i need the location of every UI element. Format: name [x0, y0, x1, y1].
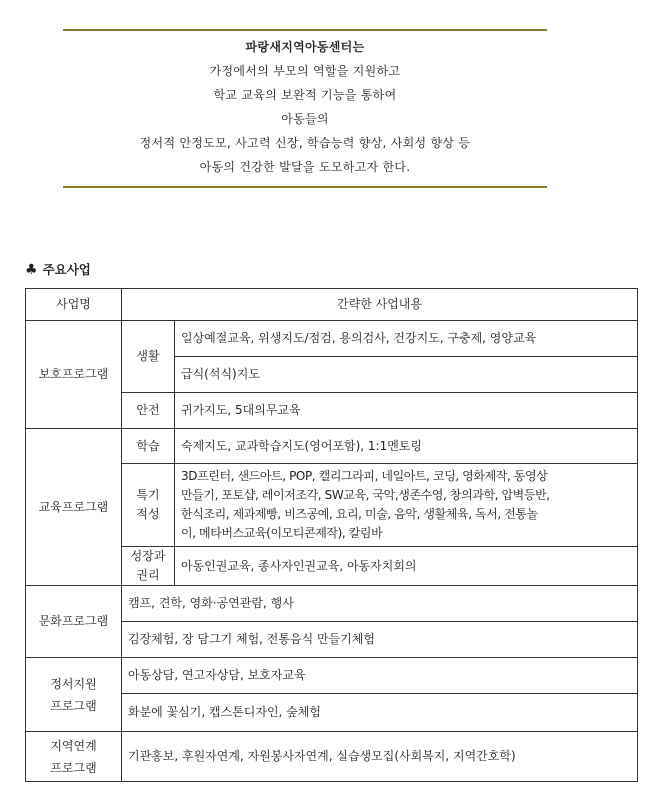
sub-category-safety: 안전	[122, 393, 175, 429]
intro-line: 가정에서의 부모의 역할을 지원하고	[209, 64, 401, 78]
intro-line: 아동들의	[281, 112, 329, 126]
table-header-row	[26, 289, 638, 321]
business-table	[25, 288, 638, 782]
sub-category-label: 성장과	[130, 549, 166, 563]
table-row	[26, 321, 638, 357]
club-icon: ♣	[25, 262, 38, 278]
program-name-line: 프로그램	[50, 760, 97, 775]
program-name-line: 정서지원	[50, 676, 97, 691]
program-detail: 화분에 꽃심기, 캡스톤디자인, 숲체험	[122, 694, 638, 732]
intro-line: 아동의 건강한 발달을 도모하고자 한다.	[199, 160, 411, 174]
program-name-line: 지역연계	[50, 738, 97, 753]
program-detail: 급식(석식)지도	[175, 357, 638, 393]
program-detail: 김장체험, 장 담그기 체험, 전통음식 만들기체험	[122, 622, 638, 658]
table-row	[26, 586, 638, 622]
intro-box	[63, 29, 547, 188]
table-row	[26, 658, 638, 694]
program-detail-talent	[175, 464, 638, 547]
intro-line: 학교 교육의 보완적 기능을 통하여	[213, 88, 397, 102]
header-program-name: 사업명	[26, 289, 122, 321]
table-row	[26, 429, 638, 464]
sub-category-life: 생활	[122, 321, 175, 393]
program-detail: 숙제지도, 교과학습지도(영어포함), 1:1멘토링	[175, 429, 638, 464]
intro-text	[63, 31, 547, 186]
program-name-culture: 문화프로그램	[26, 586, 122, 658]
program-detail: 아동인권교육, 종사자인권교육, 아동자치회의	[175, 547, 638, 586]
detail-line: 만들기, 포토샵, 레이저조각, SW교육, 국악,생존수영, 창의과학, 압벽등반,	[181, 488, 550, 502]
detail-line: 이, 메타버스교육(이모티콘제작), 칼림바	[181, 526, 383, 540]
sub-category-study: 학습	[122, 429, 175, 464]
sub-category-label: 특기	[136, 488, 160, 502]
intro-bottom-rule	[63, 186, 547, 188]
section-heading	[25, 261, 91, 279]
sub-category-label: 권리	[136, 568, 160, 582]
detail-line: 3D프린터, 샌드아트, POP, 캘리그라피, 네일아트, 코딩, 영화제작, 동영상	[181, 469, 548, 483]
program-name-protect: 보호프로그램	[26, 321, 122, 429]
program-detail: 기관홍보, 후원자연계, 자원봉사자연계, 실습생모집(사회복지, 지역간호학)	[122, 732, 638, 782]
program-name-emotion	[26, 658, 122, 732]
intro-line: 정서적 안정도모, 사고력 신장, 학습능력 향상, 사회성 향상 등	[139, 136, 471, 150]
program-detail: 캠프, 견학, 영화·공연관람, 행사	[122, 586, 638, 622]
program-detail: 일상예절교육, 위생지도/점검, 용의검사, 건강지도, 구충제, 영양교육	[175, 321, 638, 357]
program-name-line: 프로그램	[50, 698, 97, 713]
section-title: 주요사업	[42, 262, 91, 277]
detail-line: 한식조리, 제과제빵, 비즈공예, 요리, 미술, 음악, 생활체육, 독서, 전통놀	[181, 507, 538, 521]
program-name-community	[26, 732, 122, 782]
table-row	[26, 732, 638, 782]
program-detail: 아동상담, 연고자상담, 보호자교육	[122, 658, 638, 694]
header-program-content: 간략한 사업내용	[122, 289, 638, 321]
program-name-edu: 교육프로그램	[26, 429, 122, 586]
intro-org-name: 파랑새지역아동센터는	[245, 40, 365, 54]
sub-category-talent	[122, 464, 175, 547]
sub-category-label: 적성	[136, 507, 160, 521]
sub-category-rights	[122, 547, 175, 586]
program-detail: 귀가지도, 5대의무교육	[175, 393, 638, 429]
